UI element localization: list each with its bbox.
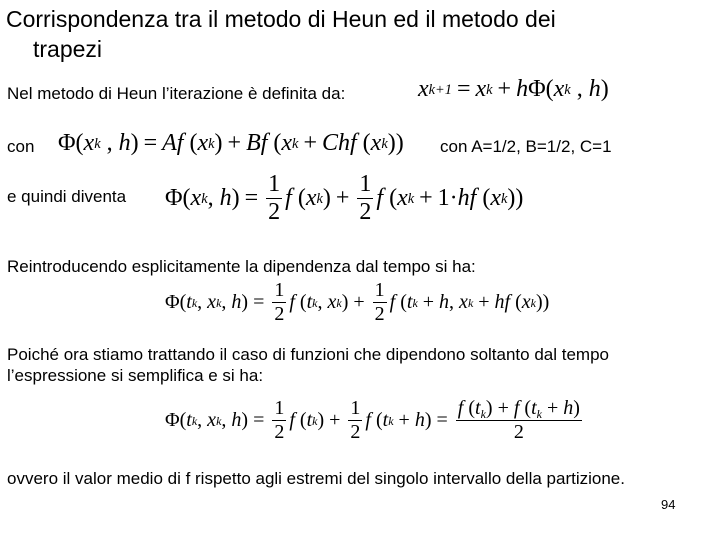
slide-title <box>6 4 706 64</box>
slide-title-line1: Corrispondenza tra il metodo di Heun ed il metodo dei <box>6 6 556 32</box>
simplification-text: Poiché ora stiamo trattando il caso di funzioni che dipendono soltanto dal tempo l’espressione si semplifica e si ha: <box>7 345 609 385</box>
phi-heun-formula: Φ( x k , h ) = $\frac{1}{2}$ f ( x k ) + $\frac{1}{2}$ f ( x k + 1· hf ( x k )) <box>165 171 524 226</box>
heun-definition-text: Nel metodo di Heun l’iterazione è definita da: <box>7 84 346 103</box>
heun-iteration-formula: x k+1 = x k + h Φ( x k , h ) <box>418 76 609 102</box>
slide-title-line2: trapezi <box>33 36 103 62</box>
quindi-label: e quindi diventa <box>7 187 127 206</box>
phi-time-formula: Φ( t k , x k , h ) = $\frac{1}{2}$ f ( t k , x k ) + $\frac{1}{2}$ f ( t k + h , x k + hf ( x k )) <box>165 279 550 325</box>
mean-value-text: ovvero il valor medio di f rispetto agli estremi del singolo intervallo della partizione. <box>7 469 625 488</box>
reintroduction-text: Reintroducendo esplicitamente la dipendenza dal tempo si ha: <box>7 257 476 276</box>
trapezoid-formula: Φ( t k , x k , h ) = $\frac{1}{2}$ f ( t k ) + $\frac{1}{2}$ f ( t k + h ) = $\frac{f (t_k) + f (t_k + h)}{2}$ <box>165 397 580 443</box>
page-number: 94 <box>661 497 676 512</box>
parameters-text: con A=1/2, B=1/2, C=1 <box>440 137 612 156</box>
con-label: con <box>7 137 35 156</box>
phi-definition-formula: Φ( x k , h ) = Af ( x k ) + Bf ( x k + Chf ( x k )) <box>58 130 404 156</box>
